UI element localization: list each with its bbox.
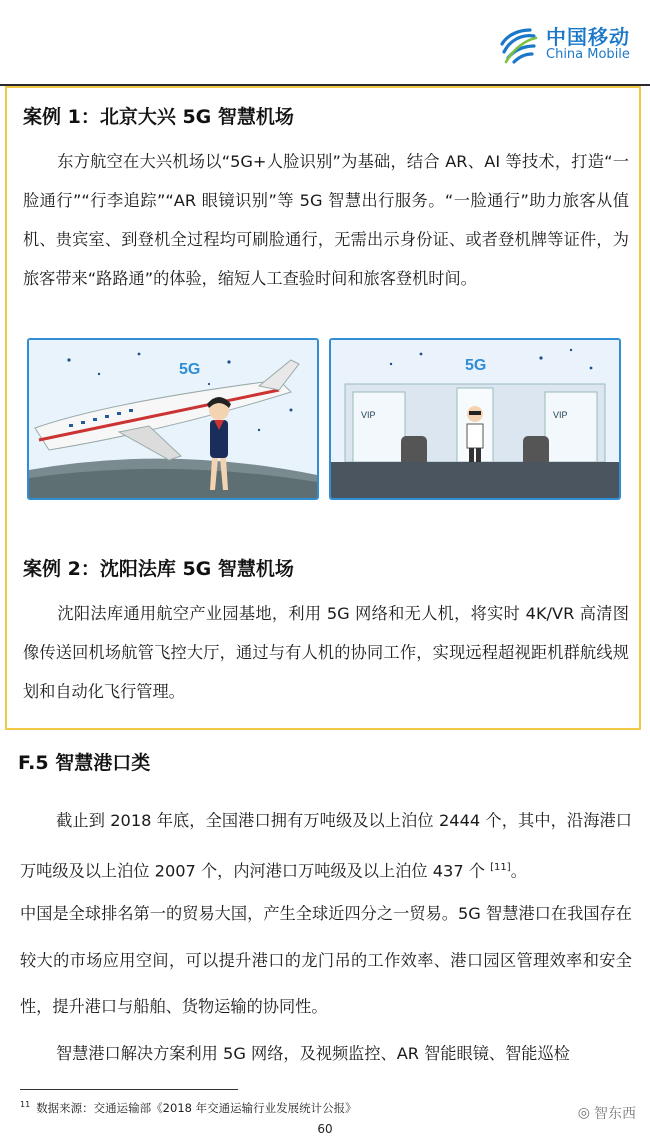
section-paragraph-1-end: 。 [510, 860, 527, 880]
section-paragraph-1-text: 截止到 2018 年底，全国港口拥有万吨级及以上泊位 2444 个，其中，沿海港口万吨级及以上泊位 2007 个，内河港口万吨级及以上泊位 437 个 [20, 811, 632, 880]
svg-text:5G: 5G [465, 357, 487, 374]
footnote-reference[interactable]: [11] [490, 861, 511, 873]
footnote-text: 数据来源：交通运输部《2018 年交通运输行业发展统计公报》 [36, 1101, 357, 1115]
footnote-divider [20, 1089, 238, 1090]
case-study-box [5, 86, 641, 730]
airport-plane-illustration [27, 338, 319, 500]
section-paragraph-3 [20, 1031, 632, 1078]
footnote [20, 1100, 357, 1116]
svg-text:VIP: VIP [553, 410, 568, 420]
wechat-icon: ◎ [577, 1105, 590, 1121]
section-paragraph-3-text: 智慧港口解决方案利用 5G 网络，及视频监控、AR 智能眼镜、智能巡检 [56, 1044, 570, 1063]
logo-english-text: China Mobile [546, 46, 630, 62]
page-header [0, 0, 650, 86]
case1-title: 案例 1：北京大兴 5G 智慧机场 [23, 106, 294, 128]
case1-paragraph-text: 东方航空在大兴机场以“5G+人脸识别”为基础，结合 AR、AI 等技术，打造“一脸通行”“行李追踪”“AR 眼镜识别”等 5G 智慧出行服务。“一脸通行”助力旅客从值机、贵宾室、到登机全过程均可刷脸通行，无需出示身份证、或者登机牌等证件，为旅客带来“路路通”的体验，缩短人工查验时间和旅客登机时间。 [23, 152, 629, 288]
plane-attendant-image [29, 340, 317, 498]
svg-text:5G: 5G [179, 361, 201, 378]
page-number: 60 [317, 1122, 333, 1136]
watermark-text: 智东西 [594, 1106, 636, 1122]
china-mobile-logo [496, 22, 630, 66]
china-mobile-logo-icon [496, 22, 540, 66]
case2-paragraph [23, 594, 629, 711]
case2-title: 案例 2：沈阳法库 5G 智慧机场 [23, 558, 294, 580]
svg-text:VIP: VIP [361, 410, 376, 420]
section-paragraph-2-text: 中国是全球排名第一的贸易大国，产生全球近四分之一贸易。5G 智慧港口在我国存在较大的市场应用空间，可以提升港口的龙门吊的工作效率、港口园区管理效率和安全性，提升港口与船舶、货物运输的协同性。 [20, 904, 632, 1016]
case2-paragraph-text: 沈阳法库通用航空产业园基地，利用 5G 网络和无人机，将实时 4K/VR 高清图像传送回机场航管飞控大厅，通过与有人机的协同工作，实现远程超视距机群航线规划和自动化飞行管理。 [23, 604, 629, 701]
footnote-number: 11 [20, 1100, 31, 1110]
section-paragraph-2 [20, 891, 632, 1031]
logo-chinese-text: 中国移动 [546, 24, 630, 49]
section-paragraph-1 [20, 798, 632, 894]
wechat-watermark [578, 1103, 636, 1123]
airport-vip-illustration [329, 338, 621, 500]
section-title: F.5 智慧港口类 [18, 752, 151, 774]
case1-paragraph [23, 142, 629, 298]
face-recognition-gate-image [331, 340, 619, 498]
